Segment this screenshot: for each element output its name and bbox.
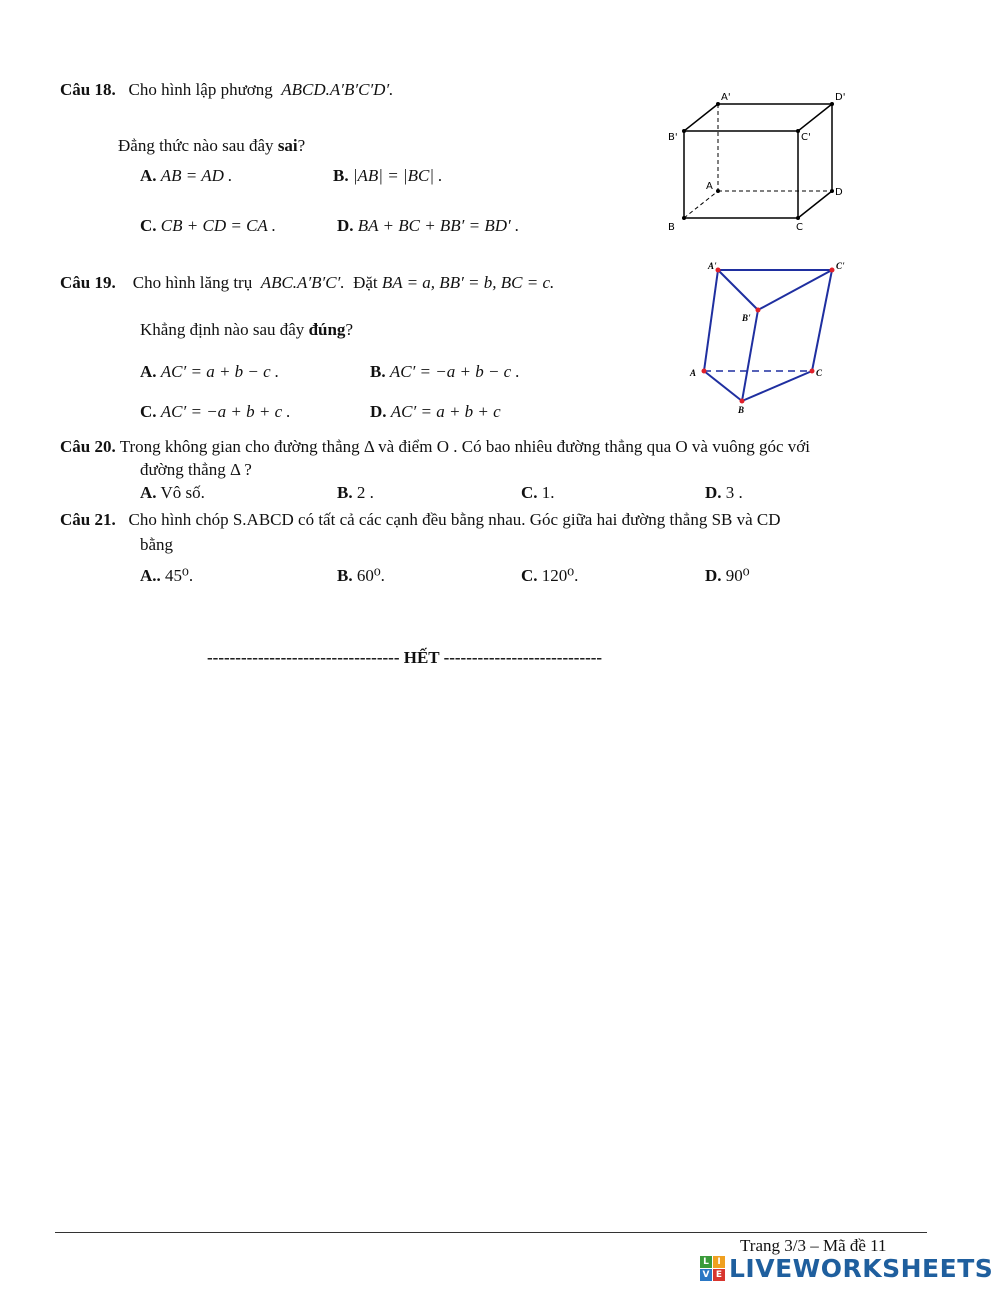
cube-label-b1: B'	[668, 132, 678, 143]
page-footer: Trang 3/3 – Mã đề 11	[740, 1236, 887, 1255]
q18-prompt	[118, 136, 305, 156]
q20-option-d-text: 3 .	[725, 483, 743, 502]
q18-shape: ABCD.A′B′C′D′.	[281, 80, 394, 99]
q19-option-c[interactable]	[140, 402, 291, 422]
q19-prompt-text: Khẳng định nào sau đây	[140, 320, 309, 339]
q19-option-b-label: B.	[370, 362, 386, 381]
q21-option-c-text: 120⁰.	[541, 566, 579, 585]
q18-option-c-text: CB + CD = CA .	[160, 216, 276, 235]
q20-option-c-text: 1.	[541, 483, 555, 502]
q18-option-d-text: BA + BC + BB′ = BD′ .	[357, 216, 520, 235]
q19-option-d-label: D.	[370, 402, 387, 421]
q18-option-d-label: D.	[337, 216, 354, 235]
prism-label-b: B	[738, 405, 745, 415]
cube-label-a: A	[706, 181, 713, 192]
q19-label: Câu 19.	[60, 273, 116, 292]
q19-option-d[interactable]	[370, 402, 501, 422]
q19-text: Cho hình lăng trụ	[132, 273, 253, 292]
q18-prompt-text: Đẳng thức nào sau đây	[118, 136, 278, 155]
q18-option-b-text: |AB| = |BC| .	[352, 166, 443, 185]
logo-tile-e: E	[713, 1269, 725, 1281]
q21-label: Câu 21.	[60, 510, 116, 529]
prism-label-b1: B'	[742, 313, 751, 323]
q21-option-b[interactable]	[337, 566, 385, 586]
logo-text: LIVEWORKSHEETS	[729, 1254, 994, 1283]
q19-set-word: Đặt	[353, 273, 378, 292]
q19-prompt-bold: đúng	[308, 320, 346, 339]
q20-option-b-label: B.	[337, 483, 353, 502]
q21-option-a-text: 45⁰.	[165, 566, 194, 585]
prism-label-c: C	[816, 368, 823, 378]
q20-option-c[interactable]	[521, 483, 555, 503]
q18-line	[60, 80, 393, 100]
prism-label-c1: C'	[836, 261, 845, 271]
q21-option-b-label: B.	[337, 566, 353, 585]
q21-option-c-label: C.	[521, 566, 538, 585]
q18-option-c-label: C.	[140, 216, 157, 235]
end-marker: ---------------------------------- HẾT ----------------------------	[207, 648, 603, 667]
q18-option-c[interactable]	[140, 216, 276, 236]
footer-divider	[55, 1232, 927, 1233]
q18-option-a-text: AB = AD .	[160, 166, 233, 185]
q18-prompt-bold: sai	[277, 136, 298, 155]
q20-line1	[60, 437, 810, 457]
q21-text2: bằng	[140, 535, 174, 554]
q18-option-b[interactable]	[333, 166, 443, 186]
q21-line1	[60, 510, 781, 530]
q21-option-b-text: 60⁰.	[356, 566, 385, 585]
q20-text1: Trong không gian cho đường thẳng Δ và điểm O . Có bao nhiêu đường thẳng qua O và vuông góc với	[119, 437, 810, 456]
q19-option-b-text: AC′ = −a + b − c .	[389, 362, 520, 381]
q19-option-c-label: C.	[140, 402, 157, 421]
q20-option-c-label: C.	[521, 483, 538, 502]
cube-label-a1: A'	[721, 92, 731, 103]
q19-shape: ABC.A′B′C′.	[260, 273, 345, 292]
logo-tiles-icon	[700, 1256, 725, 1281]
q21-option-d-label: D.	[705, 566, 722, 585]
q21-option-a[interactable]	[140, 566, 193, 586]
q20-label: Câu 20.	[60, 437, 116, 456]
cube-label-d: D	[835, 187, 843, 198]
cube-label-c1: C'	[801, 132, 811, 143]
q20-text2: đường thẳng Δ ?	[140, 460, 252, 479]
q18-prompt-end: ?	[297, 136, 306, 155]
q21-option-c[interactable]	[521, 566, 578, 586]
q18-text: Cho hình lập phương	[128, 80, 273, 99]
q19-option-a[interactable]	[140, 362, 279, 382]
q20-option-d-label: D.	[705, 483, 722, 502]
q18-option-a[interactable]	[140, 166, 232, 186]
q19-option-a-text: AC′ = a + b − c .	[160, 362, 280, 381]
q19-option-d-text: AC′ = a + b + c	[390, 402, 501, 421]
q20-option-a-label: A.	[140, 483, 157, 502]
q20-option-d[interactable]	[705, 483, 743, 503]
q19-set-expr: BA = a, BB′ = b, BC = c.	[381, 273, 555, 292]
prism-figure	[680, 258, 855, 423]
q19-line	[60, 273, 554, 293]
logo-tile-i: I	[713, 1256, 725, 1268]
q18-label: Câu 18.	[60, 80, 116, 99]
cube-label-c: C	[796, 222, 803, 233]
q19-prompt-end: ?	[345, 320, 353, 339]
liveworksheets-logo[interactable]	[700, 1254, 993, 1283]
prism-label-a: A	[690, 368, 697, 378]
q20-option-b[interactable]	[337, 483, 374, 503]
logo-tile-v: V	[700, 1269, 712, 1281]
cube-label-b: B	[668, 222, 675, 233]
q19-option-c-text: AC′ = −a + b + c .	[160, 402, 291, 421]
q21-option-d[interactable]	[705, 566, 750, 586]
q18-option-d[interactable]	[337, 216, 519, 236]
q18-option-a-label: A.	[140, 166, 157, 185]
q20-option-a-text: Vô số.	[160, 483, 205, 502]
cube-figure	[660, 88, 850, 238]
q21-option-d-text: 90⁰	[725, 566, 750, 585]
q19-option-b[interactable]	[370, 362, 520, 382]
q19-prompt	[140, 320, 353, 340]
q20-option-b-text: 2 .	[356, 483, 374, 502]
q21-text1: Cho hình chóp S.ABCD có tất cả các cạnh đều bằng nhau. Góc giữa hai đường thẳng SB và CD	[128, 510, 781, 529]
q19-option-a-label: A.	[140, 362, 157, 381]
cube-label-d1: D'	[835, 92, 846, 103]
prism-label-a1: A'	[708, 261, 717, 271]
q21-option-a-label: A..	[140, 566, 161, 585]
q20-option-a[interactable]	[140, 483, 205, 503]
logo-tile-l: L	[700, 1256, 712, 1268]
q18-option-b-label: B.	[333, 166, 349, 185]
